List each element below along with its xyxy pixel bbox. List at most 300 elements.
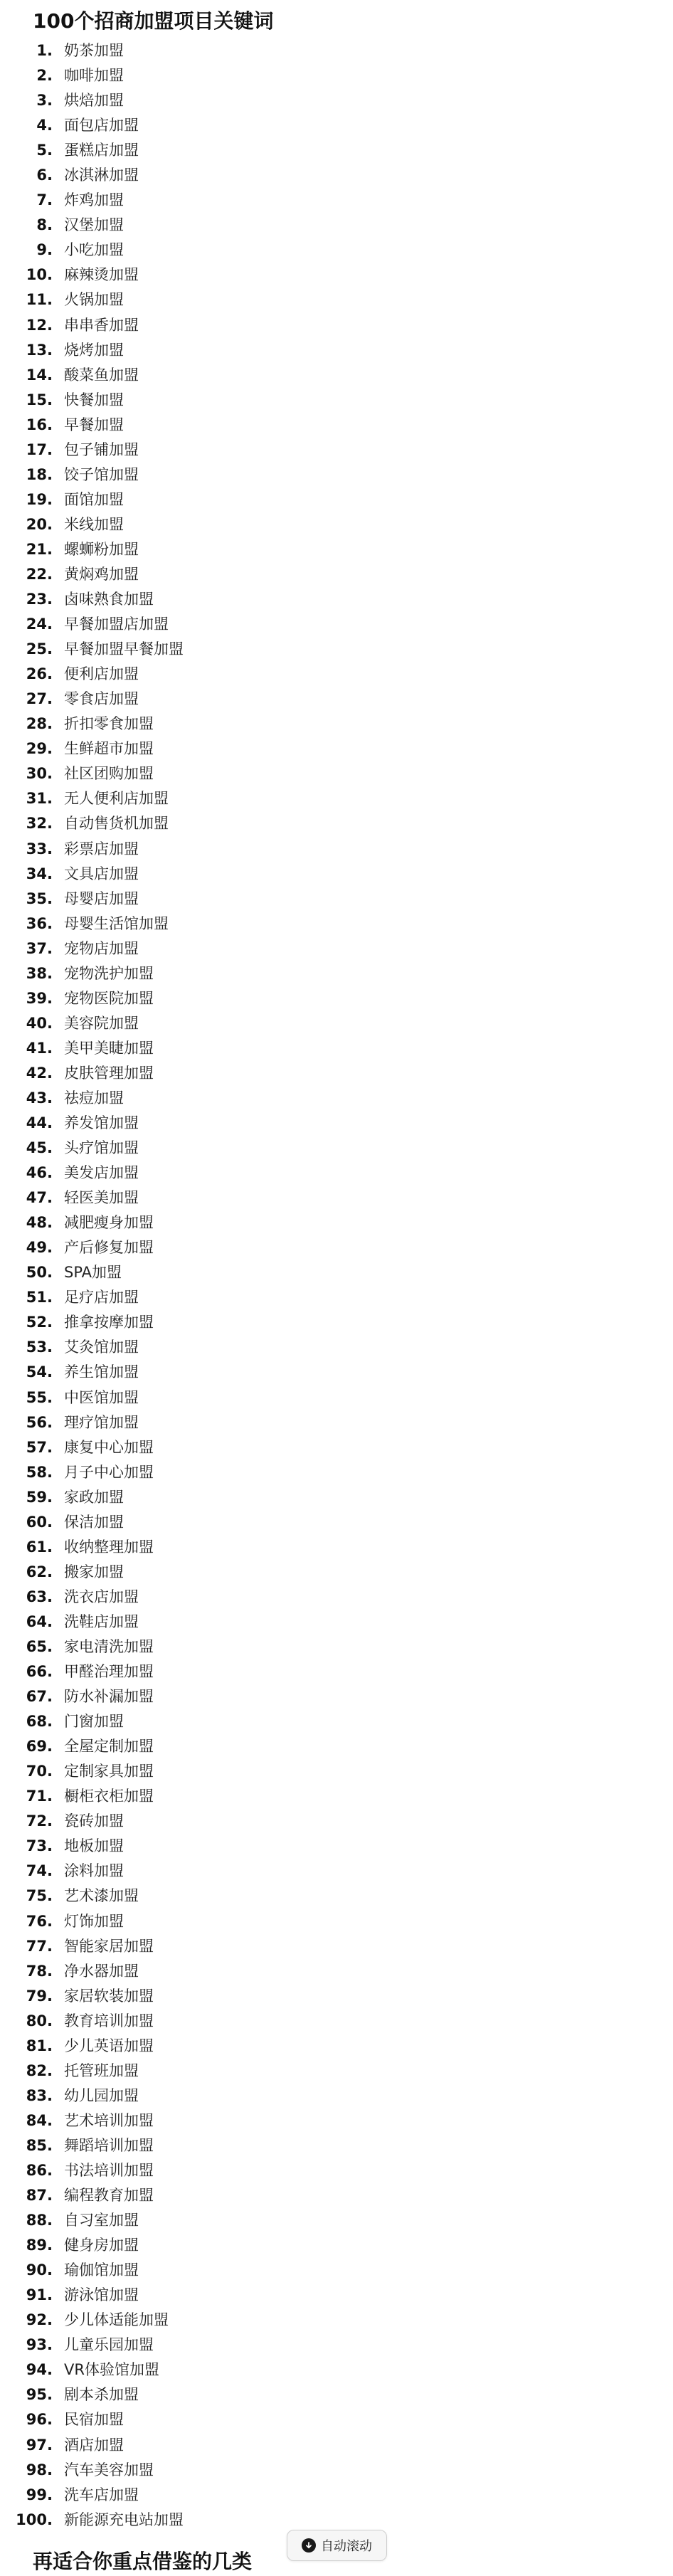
- list-item-text: 涂料加盟: [64, 1862, 124, 1880]
- list-item-number: 75.: [26, 1887, 53, 1905]
- list-item-number: 34.: [26, 865, 53, 882]
- list-item-text: 家居软装加盟: [64, 1987, 154, 2005]
- list-item-number: 18.: [26, 465, 53, 483]
- list-item: [0, 786, 673, 811]
- list-item: [0, 2308, 673, 2333]
- list-item-number: 74.: [26, 1862, 53, 1880]
- list-item-number: 15.: [26, 391, 53, 408]
- auto-scroll-label: 自动滚动: [321, 2539, 372, 2554]
- list-item-number: 93.: [26, 2336, 53, 2354]
- list-item: [0, 587, 673, 612]
- list-item-number: 9.: [36, 241, 53, 259]
- list-item-text: 艺术漆加盟: [64, 1887, 139, 1905]
- list-item-text: 新能源充电站加盟: [64, 2511, 184, 2528]
- list-item-text: 艺术培训加盟: [64, 2111, 154, 2129]
- list-item-number: 64.: [26, 1612, 53, 1630]
- list-item: [0, 1360, 673, 1385]
- list-item-text: 炸鸡加盟: [64, 191, 124, 209]
- list-item-text: 饺子馆加盟: [64, 465, 139, 483]
- list-item-text: 洗衣店加盟: [64, 1588, 139, 1605]
- list-item: [0, 313, 673, 338]
- list-item-number: 95.: [26, 2386, 53, 2404]
- list-item: [0, 2358, 673, 2382]
- list-item-text: 小吃加盟: [64, 241, 124, 259]
- list-item-number: 12.: [26, 316, 53, 334]
- list-item-text: 书法培训加盟: [64, 2161, 154, 2179]
- list-item: [0, 687, 673, 712]
- list-item-text: 文具店加盟: [64, 865, 139, 882]
- list-item-number: 11.: [26, 291, 53, 309]
- list-item-number: 83.: [26, 2086, 53, 2104]
- list-item-text: 宠物洗护加盟: [64, 964, 154, 982]
- list-item: [0, 1260, 673, 1285]
- list-item: [0, 537, 673, 562]
- list-item-text: 甲醛治理加盟: [64, 1663, 154, 1681]
- list-item-number: 96.: [26, 2411, 53, 2429]
- list-item: [0, 338, 673, 363]
- list-item: [0, 2158, 673, 2183]
- list-item: [0, 986, 673, 1011]
- list-item-text: 烘焙加盟: [64, 92, 124, 110]
- list-item-number: 36.: [26, 914, 53, 932]
- list-item-text: 宠物医院加盟: [64, 989, 154, 1007]
- list-item: [0, 2458, 673, 2483]
- list-item: [0, 2283, 673, 2308]
- list-item: [0, 1161, 673, 1186]
- list-item-number: 44.: [26, 1114, 53, 1132]
- list-item-number: 23.: [26, 591, 53, 608]
- list-item-number: 98.: [26, 2461, 53, 2479]
- list-item-text: VR体验馆加盟: [64, 2361, 159, 2379]
- list-item-number: 38.: [26, 964, 53, 982]
- list-item-number: 59.: [26, 1488, 53, 1506]
- list-item: [0, 1335, 673, 1360]
- list-item-number: 55.: [26, 1388, 53, 1406]
- list-item: [0, 1011, 673, 1036]
- list-item-text: 智能家居加盟: [64, 1937, 154, 1955]
- list-item: [0, 1036, 673, 1061]
- list-item-text: 产后修复加盟: [64, 1239, 154, 1257]
- list-item-number: 35.: [26, 890, 53, 907]
- list-item: [0, 2208, 673, 2233]
- list-item-number: 87.: [26, 2187, 53, 2205]
- list-item: [0, 138, 673, 163]
- list-item-text: 保洁加盟: [64, 1513, 124, 1531]
- list-item: [0, 463, 673, 487]
- list-item-text: 瑜伽馆加盟: [64, 2261, 139, 2279]
- list-item: [0, 2059, 673, 2084]
- list-item-number: 88.: [26, 2212, 53, 2229]
- list-item: [0, 1410, 673, 1435]
- list-item-number: 51.: [26, 1289, 53, 1307]
- list-item-number: 32.: [26, 815, 53, 833]
- list-item-number: 7.: [36, 191, 53, 209]
- list-item-number: 99.: [26, 2486, 53, 2503]
- list-item: [0, 1111, 673, 1136]
- list-item-text: 母婴生活馆加盟: [64, 914, 169, 932]
- list-item-text: 中医馆加盟: [64, 1388, 139, 1406]
- list-item-number: 29.: [26, 740, 53, 758]
- list-item-text: 自习室加盟: [64, 2212, 139, 2229]
- list-item: [0, 811, 673, 836]
- list-item-number: 60.: [26, 1513, 53, 1531]
- list-item: [0, 1510, 673, 1535]
- list-item-text: 面包店加盟: [64, 117, 139, 134]
- list-item-number: 31.: [26, 790, 53, 808]
- list-item-text: 彩票店加盟: [64, 840, 139, 857]
- list-item-number: 20.: [26, 515, 53, 533]
- list-item-number: 48.: [26, 1214, 53, 1232]
- list-item: [0, 2333, 673, 2358]
- list-item-number: 68.: [26, 1713, 53, 1731]
- list-item-text: 剧本杀加盟: [64, 2386, 139, 2404]
- list-item-text: 橱柜衣柜加盟: [64, 1788, 154, 1805]
- list-item-text: 奶茶加盟: [64, 42, 124, 59]
- list-item-number: 4.: [36, 117, 53, 134]
- list-item-number: 77.: [26, 1937, 53, 1955]
- list-item-text: 美容院加盟: [64, 1014, 139, 1032]
- list-item: [0, 363, 673, 388]
- list-item-text: 冰淇淋加盟: [64, 167, 139, 184]
- list-item-text: 便利店加盟: [64, 665, 139, 683]
- list-item-text: 养发馆加盟: [64, 1114, 139, 1132]
- list-item-text: 生鲜超市加盟: [64, 740, 154, 758]
- list-item-number: 28.: [26, 715, 53, 733]
- list-item: [0, 1136, 673, 1161]
- list-item: [0, 2407, 673, 2432]
- list-item-text: 少儿体适能加盟: [64, 2311, 169, 2329]
- list-item-number: 10.: [26, 266, 53, 284]
- list-item: [0, 1709, 673, 1734]
- list-item-text: 少儿英语加盟: [64, 2037, 154, 2054]
- list-item-number: 80.: [26, 2012, 53, 2029]
- list-item-number: 27.: [26, 690, 53, 708]
- auto-scroll-button[interactable]: [287, 2530, 387, 2561]
- list-item-text: 舞蹈培训加盟: [64, 2136, 154, 2154]
- list-item-text: 足疗店加盟: [64, 1289, 139, 1307]
- list-item: [0, 1659, 673, 1684]
- list-item: [0, 862, 673, 887]
- list-item-text: 早餐加盟: [64, 416, 124, 433]
- list-item: [0, 263, 673, 287]
- list-item: [0, 2183, 673, 2208]
- list-item: [0, 487, 673, 512]
- list-item: [0, 163, 673, 188]
- list-item: [0, 1984, 673, 2009]
- list-item: [0, 1535, 673, 1560]
- list-item: [0, 1435, 673, 1460]
- list-item-text: 卤味熟食加盟: [64, 591, 154, 608]
- list-item-number: 33.: [26, 840, 53, 857]
- list-item-number: 61.: [26, 1538, 53, 1556]
- list-item-text: 社区团购加盟: [64, 765, 154, 783]
- list-item: [0, 287, 673, 312]
- list-item-text: 健身房加盟: [64, 2237, 139, 2254]
- list-item: [0, 612, 673, 637]
- list-item: [0, 961, 673, 986]
- list-item-text: 黄焖鸡加盟: [64, 565, 139, 583]
- list-item-text: 防水补漏加盟: [64, 1688, 154, 1706]
- list-item: [0, 2433, 673, 2458]
- list-item: [0, 413, 673, 438]
- list-item-number: 81.: [26, 2037, 53, 2054]
- list-item-number: 41.: [26, 1039, 53, 1057]
- list-item-number: 89.: [26, 2237, 53, 2254]
- list-item-number: 76.: [26, 1912, 53, 1930]
- list-item-number: 50.: [26, 1264, 53, 1282]
- list-item-number: 5.: [36, 142, 53, 159]
- list-item-number: 85.: [26, 2136, 53, 2154]
- next-section-heading: 再适合你重点借鉴的几类: [33, 2550, 253, 2573]
- list-item: [0, 936, 673, 961]
- list-item: [0, 1834, 673, 1859]
- list-item-text: 零食店加盟: [64, 690, 139, 708]
- list-item-text: 米线加盟: [64, 515, 124, 533]
- list-item: [0, 388, 673, 413]
- list-item-number: 24.: [26, 616, 53, 633]
- list-item: [0, 912, 673, 936]
- list-item-text: 祛痘加盟: [64, 1089, 124, 1107]
- list-item-number: 2.: [36, 67, 53, 85]
- list-item-text: 游泳馆加盟: [64, 2286, 139, 2304]
- list-item: [0, 1186, 673, 1210]
- list-item: [0, 887, 673, 912]
- list-item: [0, 1460, 673, 1485]
- list-item: [0, 188, 673, 213]
- list-item-text: SPA加盟: [64, 1264, 122, 1282]
- list-item-number: 58.: [26, 1463, 53, 1481]
- list-item-number: 49.: [26, 1239, 53, 1257]
- list-item: [0, 1635, 673, 1659]
- list-item-text: 全屋定制加盟: [64, 1738, 154, 1756]
- list-item-text: 早餐加盟早餐加盟: [64, 640, 184, 658]
- list-item-number: 53.: [26, 1339, 53, 1356]
- list-item-text: 蛋糕店加盟: [64, 142, 139, 159]
- list-item: [0, 2084, 673, 2108]
- list-item-number: 79.: [26, 1987, 53, 2005]
- list-item-text: 养生馆加盟: [64, 1363, 139, 1381]
- list-item-text: 艾灸馆加盟: [64, 1339, 139, 1356]
- keyword-list: [0, 38, 673, 2533]
- list-item: [0, 512, 673, 537]
- list-item-number: 65.: [26, 1638, 53, 1655]
- page-title: 100个招商加盟项目关键词: [33, 9, 274, 33]
- list-item: [0, 562, 673, 587]
- list-item-number: 13.: [26, 341, 53, 359]
- list-item: [0, 1684, 673, 1709]
- list-item-text: 汽车美容加盟: [64, 2461, 154, 2479]
- list-item: [0, 1210, 673, 1235]
- list-item-number: 92.: [26, 2311, 53, 2329]
- list-item-number: 86.: [26, 2161, 53, 2179]
- list-item: [0, 1061, 673, 1086]
- list-item-text: 烧烤加盟: [64, 341, 124, 359]
- list-item-number: 45.: [26, 1139, 53, 1157]
- list-item: [0, 38, 673, 63]
- list-item-number: 46.: [26, 1164, 53, 1182]
- list-item-text: 洗车店加盟: [64, 2486, 139, 2503]
- list-item-text: 家电清洗加盟: [64, 1638, 154, 1655]
- list-item-text: 母婴店加盟: [64, 890, 139, 907]
- list-item-number: 47.: [26, 1189, 53, 1207]
- list-item-text: 推拿按摩加盟: [64, 1314, 154, 1331]
- list-item-number: 43.: [26, 1089, 53, 1107]
- list-item-text: 折扣零食加盟: [64, 715, 154, 733]
- list-item-number: 56.: [26, 1413, 53, 1431]
- list-item-text: 串串香加盟: [64, 316, 139, 334]
- list-item-text: 编程教育加盟: [64, 2187, 154, 2205]
- list-item-number: 90.: [26, 2261, 53, 2279]
- list-item-number: 14.: [26, 366, 53, 384]
- list-item-number: 100.: [16, 2511, 53, 2528]
- list-item: [0, 1959, 673, 1984]
- list-item: [0, 2258, 673, 2283]
- list-item-number: 73.: [26, 1837, 53, 1855]
- list-item-number: 71.: [26, 1788, 53, 1805]
- list-item: [0, 113, 673, 138]
- list-item-number: 40.: [26, 1014, 53, 1032]
- list-item-text: 酒店加盟: [64, 2436, 124, 2454]
- list-item-number: 70.: [26, 1763, 53, 1780]
- list-item: [0, 637, 673, 662]
- list-item: [0, 1610, 673, 1635]
- list-item-text: 皮肤管理加盟: [64, 1064, 154, 1082]
- list-item-text: 自动售货机加盟: [64, 815, 169, 833]
- list-item: [0, 438, 673, 463]
- list-item-text: 儿童乐园加盟: [64, 2336, 154, 2354]
- list-item-text: 面馆加盟: [64, 490, 124, 508]
- list-item-number: 78.: [26, 1962, 53, 1980]
- list-item-text: 美甲美睫加盟: [64, 1039, 154, 1057]
- list-item-number: 82.: [26, 2062, 53, 2079]
- list-item-text: 地板加盟: [64, 1837, 124, 1855]
- list-item-number: 3.: [36, 92, 53, 110]
- list-item: [0, 2508, 673, 2533]
- list-item-text: 康复中心加盟: [64, 1438, 154, 1456]
- list-item-number: 42.: [26, 1064, 53, 1082]
- list-item-text: 门窗加盟: [64, 1713, 124, 1731]
- list-item-number: 57.: [26, 1438, 53, 1456]
- list-item-text: 快餐加盟: [64, 391, 124, 408]
- list-item-number: 63.: [26, 1588, 53, 1605]
- arrow-down-circle-icon: [302, 2538, 316, 2553]
- list-item-number: 67.: [26, 1688, 53, 1706]
- list-item-number: 91.: [26, 2286, 53, 2304]
- list-item-text: 咖啡加盟: [64, 67, 124, 85]
- list-item: [0, 2233, 673, 2258]
- list-item: [0, 1310, 673, 1335]
- list-item-text: 月子中心加盟: [64, 1463, 154, 1481]
- list-item-number: 94.: [26, 2361, 53, 2379]
- list-item: [0, 1086, 673, 1111]
- list-item-text: 教育培训加盟: [64, 2012, 154, 2029]
- list-item: [0, 1285, 673, 1310]
- list-item-number: 25.: [26, 640, 53, 658]
- list-item: [0, 712, 673, 737]
- list-item: [0, 1734, 673, 1759]
- list-item-text: 火锅加盟: [64, 291, 124, 309]
- list-item-text: 净水器加盟: [64, 1962, 139, 1980]
- list-item: [0, 88, 673, 113]
- list-item-text: 搬家加盟: [64, 1563, 124, 1580]
- list-item: [0, 837, 673, 862]
- list-item-text: 瓷砖加盟: [64, 1812, 124, 1830]
- list-item-number: 97.: [26, 2436, 53, 2454]
- list-item-number: 72.: [26, 1812, 53, 1830]
- list-item-text: 包子铺加盟: [64, 440, 139, 458]
- list-item: [0, 1859, 673, 1884]
- list-item: [0, 2108, 673, 2133]
- list-item-number: 16.: [26, 416, 53, 433]
- list-item: [0, 213, 673, 238]
- list-item: [0, 662, 673, 687]
- list-item: [0, 1235, 673, 1260]
- list-item-text: 托管班加盟: [64, 2062, 139, 2079]
- list-item: [0, 238, 673, 263]
- list-item: [0, 1784, 673, 1809]
- list-item: [0, 761, 673, 786]
- list-item: [0, 1560, 673, 1585]
- list-item: [0, 1884, 673, 1909]
- list-item-text: 早餐加盟店加盟: [64, 616, 169, 633]
- list-item: [0, 2483, 673, 2508]
- list-item-text: 无人便利店加盟: [64, 790, 169, 808]
- list-item-number: 26.: [26, 665, 53, 683]
- list-item: [0, 1759, 673, 1784]
- list-item-number: 62.: [26, 1563, 53, 1580]
- list-item: [0, 1909, 673, 1934]
- list-item-text: 麻辣烫加盟: [64, 266, 139, 284]
- list-item-number: 17.: [26, 440, 53, 458]
- list-item: [0, 737, 673, 761]
- list-item-text: 螺蛳粉加盟: [64, 540, 139, 558]
- list-item-number: 22.: [26, 565, 53, 583]
- list-item-text: 灯饰加盟: [64, 1912, 124, 1930]
- list-item-number: 84.: [26, 2111, 53, 2129]
- list-item-text: 理疗馆加盟: [64, 1413, 139, 1431]
- list-item-text: 轻医美加盟: [64, 1189, 139, 1207]
- list-item-number: 54.: [26, 1363, 53, 1381]
- list-item-number: 1.: [36, 42, 53, 59]
- list-item: [0, 1934, 673, 1959]
- list-item-number: 66.: [26, 1663, 53, 1681]
- list-item-text: 洗鞋店加盟: [64, 1612, 139, 1630]
- list-item: [0, 2034, 673, 2059]
- list-item: [0, 1585, 673, 1610]
- list-item-text: 美发店加盟: [64, 1164, 139, 1182]
- list-item-text: 幼儿园加盟: [64, 2086, 139, 2104]
- list-item-number: 19.: [26, 490, 53, 508]
- list-item-number: 21.: [26, 540, 53, 558]
- list-item-text: 定制家具加盟: [64, 1763, 154, 1780]
- list-item-number: 39.: [26, 989, 53, 1007]
- list-item: [0, 63, 673, 88]
- list-item-number: 8.: [36, 216, 53, 234]
- list-item-number: 69.: [26, 1738, 53, 1756]
- list-item-text: 减肥瘦身加盟: [64, 1214, 154, 1232]
- list-item: [0, 2133, 673, 2158]
- list-item: [0, 1385, 673, 1410]
- list-item-text: 汉堡加盟: [64, 216, 124, 234]
- list-item: [0, 2009, 673, 2034]
- list-item: [0, 1485, 673, 1510]
- list-item: [0, 1809, 673, 1834]
- list-item-number: 52.: [26, 1314, 53, 1331]
- list-item-text: 民宿加盟: [64, 2411, 124, 2429]
- list-item-text: 收纳整理加盟: [64, 1538, 154, 1556]
- list-item-text: 头疗馆加盟: [64, 1139, 139, 1157]
- list-item-text: 酸菜鱼加盟: [64, 366, 139, 384]
